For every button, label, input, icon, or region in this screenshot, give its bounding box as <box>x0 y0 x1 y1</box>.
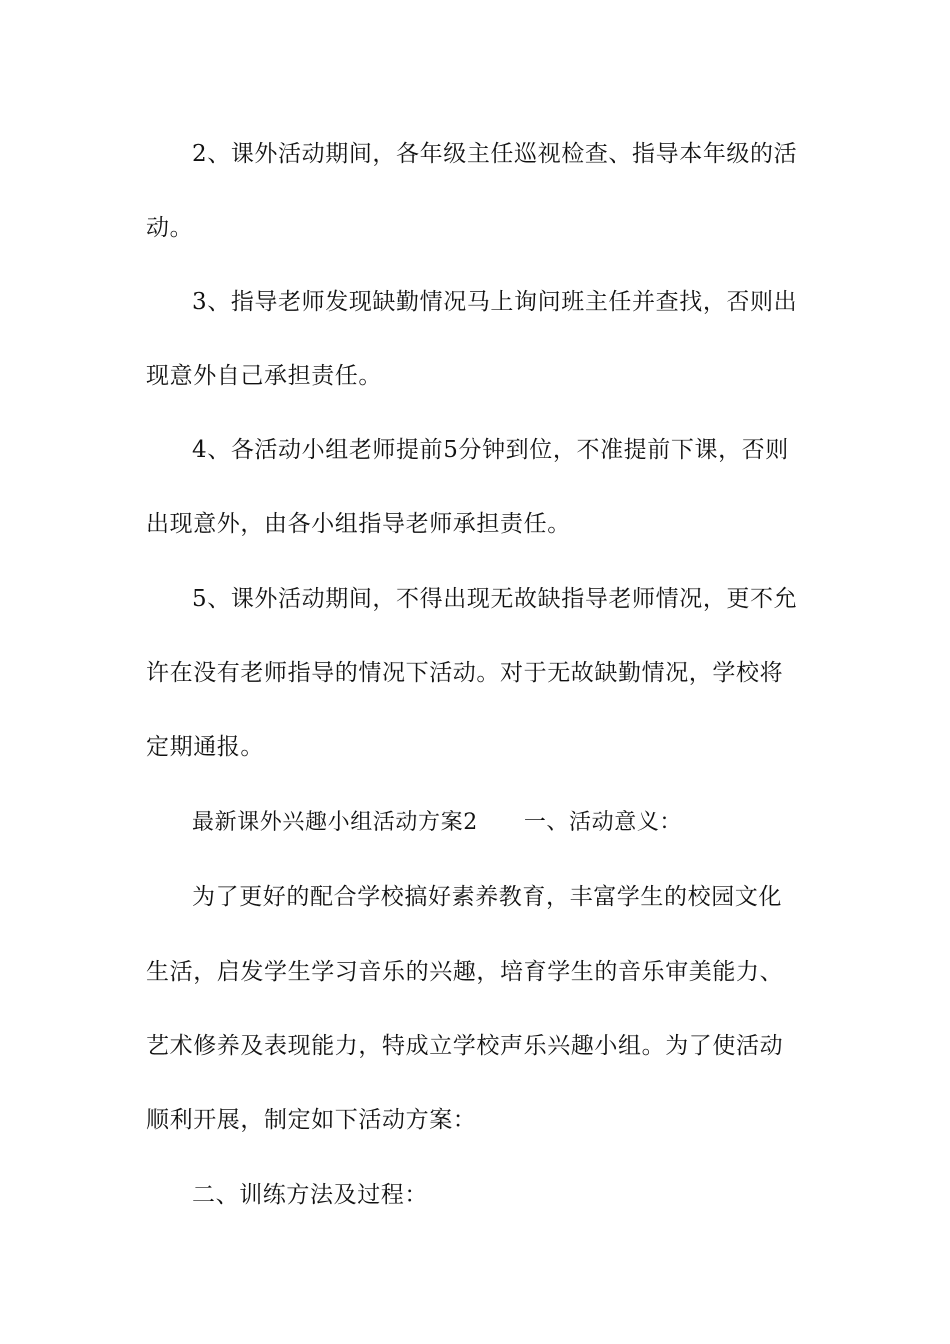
paragraph-line: 现意外自己承担责任。 <box>146 363 382 389</box>
paragraph-line: 二、训练方法及过程： <box>192 1182 428 1208</box>
paragraph-line: 2、课外活动期间，各年级主任巡视检查、指导本年级的活 <box>192 141 798 167</box>
heading-title: 最新课外兴趣小组活动方案2 <box>192 810 478 835</box>
heading-section: 一、活动意义： <box>523 810 683 835</box>
paragraph-line: 为了更好的配合学校搞好素养教育，丰富学生的校园文化 <box>192 884 782 910</box>
paragraph-line: 艺术修养及表现能力，特成立学校声乐兴趣小组。为了使活动 <box>146 1033 784 1059</box>
paragraph-line: 顺利开展，制定如下活动方案： <box>146 1107 477 1133</box>
paragraph-line: 定期通报。 <box>146 734 264 760</box>
paragraph-line: 3、指导老师发现缺勤情况马上询问班主任并查找，否则出 <box>192 289 798 315</box>
paragraph-line: 生活，启发学生学习音乐的兴趣，培育学生的音乐审美能力、 <box>146 959 784 985</box>
paragraph-line: 4、各活动小组老师提前5分钟到位，不准提前下课，否则 <box>192 437 789 463</box>
paragraph-line: 动。 <box>146 215 194 241</box>
section-heading <box>192 808 872 838</box>
paragraph-line: 5、课外活动期间，不得出现无故缺指导老师情况，更不允 <box>192 586 798 612</box>
paragraph-line: 许在没有老师指导的情况下活动。对于无故缺勤情况，学校将 <box>146 660 784 686</box>
paragraph-line: 出现意外，由各小组指导老师承担责任。 <box>146 511 571 537</box>
